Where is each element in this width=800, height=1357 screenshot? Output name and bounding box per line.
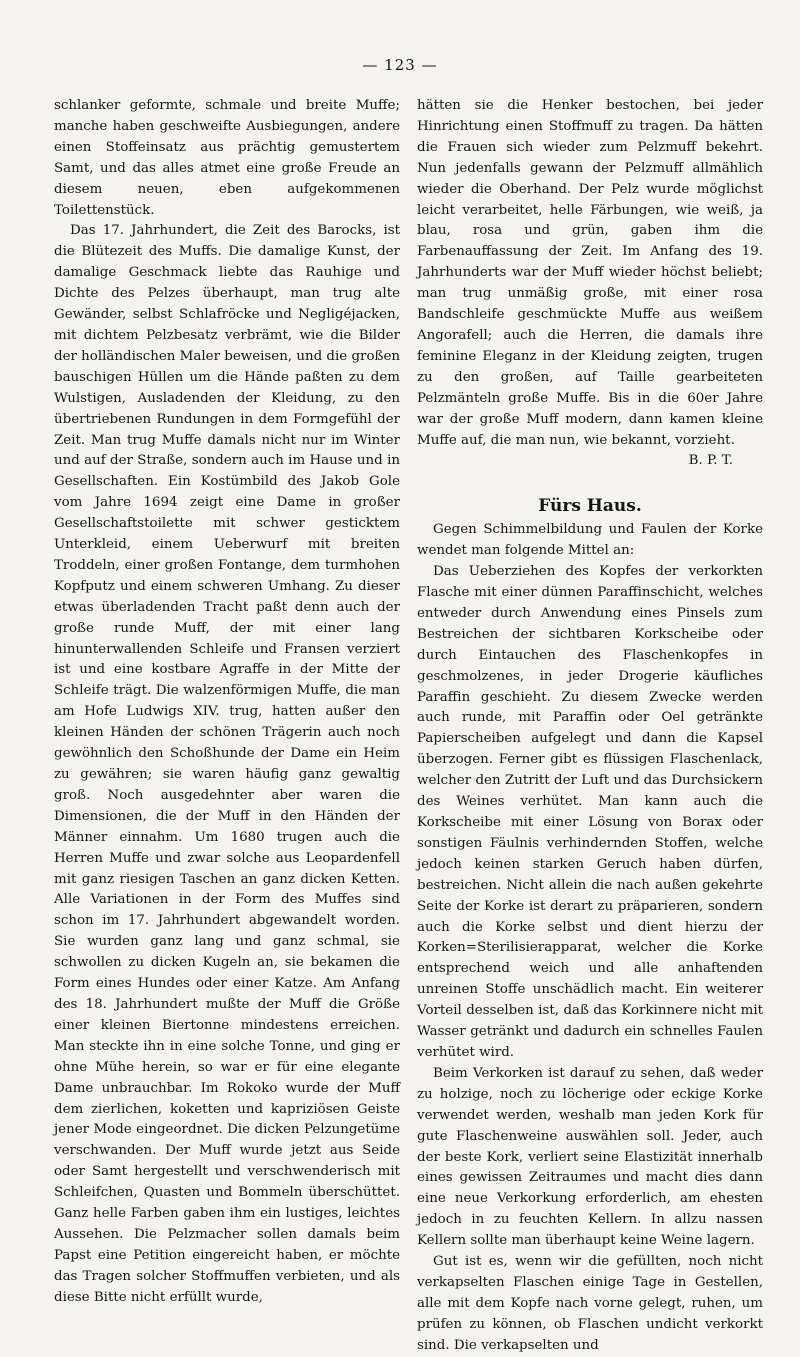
- left-paragraph-2: Das 17. Jahrhundert, die Zeit des Barocks, ist die Blütezeit des Muffs. Die damalige Kunst, der damalige Geschmack liebte das Rauhige und Dichte des Pelzes überhaupt, man trug alte Gewänder, selbst Schlafröcke und Negligéjacken, mit dichtem Pelzbesatz verbrämt, wie die Bilder der holländischen Maler beweisen, und die großen bauschigen Hüllen um die Hände paßten zu dem Wulstigen, Ausladenden der Kleidung, zu den übertriebenen Rundungen in dem Formgefühl der Zeit. Man trug Muffe damals nicht nur im Winter und auf der Straße, sondern auch im Hause und in Gesellschaften. Ein Kostümbild des Jakob Gole vom Jahre 1694 zeigt eine Dame in großer Gesellschaftstoilette mit schwer gesticktem Unterkleid, einem Ueberwurf mit breiten Troddeln, einer großen Fontange, dem turmhohen Kopfputz und einem schweren Umhang. Zu dieser etwas überladenden Tracht paßt denn auch der große runde Muff, der mit einer lang hinunterwallenden Schleife und Fransen verziert ist und eine kostbare Agraffe in der Mitte der Schleife trägt. Die walzenförmigen Muffe, die man am Hofe Ludwigs XIV. trug, hatten außer den kleinen Händen der schönen Trägerin auch noch gewöhnlich den Schoßhunde der Dame ein Heim zu gewähren; sie waren häufig ganz gewaltig groß. Noch ausgedehnter aber waren die Dimensionen, die der Muff in den Händen der Männer einnahm. Um 1680 trugen auch die Herren Muffe und zwar solche aus Leopardenfell mit ganz riesigen Taschen an ganz dicken Ketten. Alle Variationen in der Form des Muffes sind schon im 17. Jahrhundert abgewandelt worden. Sie wurden ganz lang und ganz schmal, sie schwollen zu dicken Kugeln an, sie bekamen die Form eines Hundes oder einer Katze. Am Anfang des 18. Jahrhundert mußte der Muff die Größe einer kleinen Biertonne mindestens erreichen. Man steckte ihn in eine solche Tonne, und ging er ohne Mühe herein, so war er für eine elegante Dame unbrauchbar. Im Rokoko wurde der Muff dem zierlichen, koketten und kapriziösen Geiste jener Mode eingeordnet. Die dicken Pelzungetüme verschwanden. Der Muff wurde jetzt aus Seide oder Samt hergestellt und verschwenderisch mit Schleifchen, Quasten und Bommeln überschüttet. Ganz helle Farben gaben ihm ein lustiges, leichtes Aussehen. Die Pelzmacher sollen damals beim Papst eine Petition eingereicht haben, er möchte das Tragen solcher Stoffmuffen verbieten, und als diese Bitte nicht erfüllt wurde,: [54, 223, 400, 1305]
- right-paragraph-2: Gegen Schimmelbildung und Faulen der Korke wendet man folgende Mittel an:: [417, 522, 763, 559]
- section-heading: Fürs Haus.: [538, 496, 642, 517]
- right-paragraph-5: Gut ist es, wenn wir die gefüllten, noch nicht verkapselten Flaschen einige Tage in Gestellen, alle mit dem Kopfe nach vorne gelegt, ruhen, um prüfen zu können, ob Flaschen undicht verkorkt sind. Die verkapselten und: [417, 1254, 763, 1353]
- right-paragraph-3: Das Ueberziehen des Kopfes der verkorkten Flasche mit einer dünnen Paraffinschicht, welches entweder durch Anwendung eines Pinsels zum Bestreichen der sichtbaren Korkscheibe oder durch Eintauchen des Flaschenkopfes in geschmolzenes, in jeder Drogerie käufliches Paraffin geschieht. Zu diesem Zwecke werden auch runde, mit Paraffin oder Oel getränkte Papierscheiben aufgelegt und dann die Kapsel überzogen. Ferner gibt es flüssigen Flaschenlack, welcher den Zutritt der Luft und das Durchsickern des Weines verhütet. Man kann auch die Korkscheibe mit einer Lösung von Borax oder sonstigen Fäulnis verhindernden Stoffen, welche jedoch keinen starken Geruch haben dürfen, bestreichen. Nicht allein die nach außen gekehrte Seite der Korke ist derart zu präparieren, sondern auch die Korke selbst und dient hierzu der Korken=Sterilisierapparat, welcher die Korke entsprechend weich und alle anhaftenden unreinen Stoffe unschädlich macht. Ein weiterer Vorteil desselben ist, daß das Korkinnere nicht mit Wasser getränkt und dadurch ein schnelles Faulen verhütet wird.: [417, 564, 763, 1060]
- page-number: — 123 —: [362, 56, 438, 74]
- right-paragraph-4: Beim Verkorken ist darauf zu sehen, daß weder zu holzige, noch zu löcherige oder eckige Korke verwendet werden, weshalb man jeden Kork für gute Flaschenweine auswählen soll. Jeder, auch der beste Kork, verliert seine Elastizität innerhalb eines gewissen Zeitraumes und macht dies dann eine neue Verkorkung erforderlich, am ehesten jedoch in zu feuchten Kellern. In allzu nassen Kellern sollte man überhaupt keine Weine lagern.: [417, 1065, 763, 1249]
- right-column: [417, 96, 763, 1357]
- author-signature: B. P. T.: [688, 453, 733, 469]
- left-column: [54, 96, 400, 1309]
- right-paragraph-1: hätten sie die Henker bestochen, bei jeder Hinrichtung einen Stoffmuff zu tragen. Da hätten die Frauen sich wieder zum Pelzmuff bekehrt. Nun jedenfalls gewann der Pelzmuff allmählich wieder die Oberhand. Der Pelz wurde möglichst leicht verarbeitet, helle Färbungen, wie weiß, ja blau, rosa und grün, gaben ihm die Farbenauffassung der Zeit. Im Anfang des 19. Jahrhunderts war der Muff wieder höchst beliebt; man trug unmäßig große, mit einer rosa Bandschleife geschmückte Muffe aus weißem Angorafell; auch die Herren, die damals ihre feminine Eleganz in der Kleidung zeigten, trugen zu den großen, auf Taille gearbeiteten Pelzmänteln große Muffe. Bis in die 60er Jahre war der große Muff modern, dann kamen kleine Muffe auf, die man nun, wie bekannt, vorzieht.: [417, 98, 763, 448]
- left-paragraph-1: schlanker geformte, schmale und breite Muffe; manche haben geschweifte Ausbiegungen, andere einen Stoffeinsatz aus prächtig gemustertem Samt, und das alles atmet eine große Freude an diesem neuen, eben aufgekommenen Toilettenstück.: [54, 98, 400, 218]
